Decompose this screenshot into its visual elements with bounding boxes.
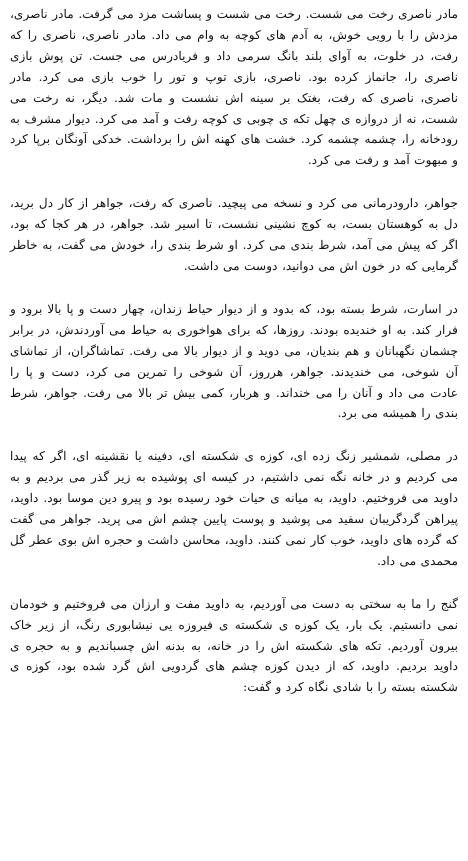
paragraph-1: مادر ناصری رخت می شست. رخت می شست و پساشت مزد می گرفت. مادر ناصری، مزدش را با رویی خوش، به آدم های کوچه به وام می داد. مادر ناصری، ناصری را که رفت، در خلوت، به آوای بلند بانگ سرمی داد و فریادرس می جست. تن پوش بازی ناصری را، جانماز کرده بود. ناصری، بازی توپ و تور را خوب بازی می کرد. مادر ناصری، ناصری که رفت، بغتک بر سینه اش نشست و مات شد. دیگر، نه رخت می شست، نه از دروازه ی چهل تکه ی چوبی ی کوچه رفت و آمد می کرد. دیوار مشرف به رودخانه را، چشمه چشمه کرد. خشت های کهنه اش را برداشت. خدکی آونگان برپا کرد و مبهوت آمد و رفت می کرد. — [10, 7, 458, 168]
paragraph-4: در مصلی، شمشیر زنگ زده ای، کوزه ی شکسته ای، دفینه یا نقشینه ای، اگر که پیدا می کردیم و در خانه نگه نمی داشتیم، در کیسه ای پوشیده به زیر گذر می بردیم و به داوید می فروختیم. داوید، به میانه ی حیات خود رسیده بود و پیرو دین موسا بود. داوید، پیراهن گردگریبان سفید می پوشید و پوست پایین چشم اش می پرید. جواهر می گفت که گرده های داوید، خوب کار نمی کنند. داوید، محاسن داشت و حجره اش بوی عطر گل محمدی می داد. — [10, 449, 458, 568]
paragraph-5: گنج را ما به سختی به دست می آوردیم، به داوید مفت و ارزان می فروختیم و خودمان نمی دانستیم. یک بار، یک کوزه ی شکسته ی فیروزه یی نیشابوری رنگ، از زیر خاک بیرون آوردیم. تکه های شکسته اش را در خانه، به بدنه اش چسباندیم و به حجره ی داوید بردیم. داوید، که از دیدن کوزه چشم های گردویی اش گرد شده بود، کوزه ی شکسته بسته را با شادی نگاه کرد و گفت: — [10, 596, 458, 695]
paragraph-3: در اسارت، شرط بسته بود، که بدود و از دیوار حیاط زندان، چهار دست و پا بالا برود و فرار کند. به او خندیده بودند. روزها، که برای هواخوری به حیاط می آوردندش، در برابر چشمان نگهبانان و هم بندیان، می دوید و از دیوار بالا می رفت. تماشاگران، از تماشای آن شوخی، می خندیدند. جواهر، هرروز، آن شوخی را تمرین می کرد، دست و پا را عادت می داد و آنان را می خنداند. و هربار، کمی بیش تر بالا می رفت. جواهر، شرط بندی را همیشه می برد. — [10, 301, 458, 421]
paragraph-2: جواهر، دارودرمانی می کرد و نسخه می پیچید. ناصری که رفت، جواهر از کار دل برید، دل به کوهستان بست، به کوچ نشینی نشست، تا اسیر شد. جواهر، در هر کجا که بود، اگر که پیش می آمد، شرط بندی می کرد. او شرط بندی را، خودش می گفت، به خاطر گرمایی که در خون اش می دوانید، دوست می داشت. — [10, 196, 458, 273]
